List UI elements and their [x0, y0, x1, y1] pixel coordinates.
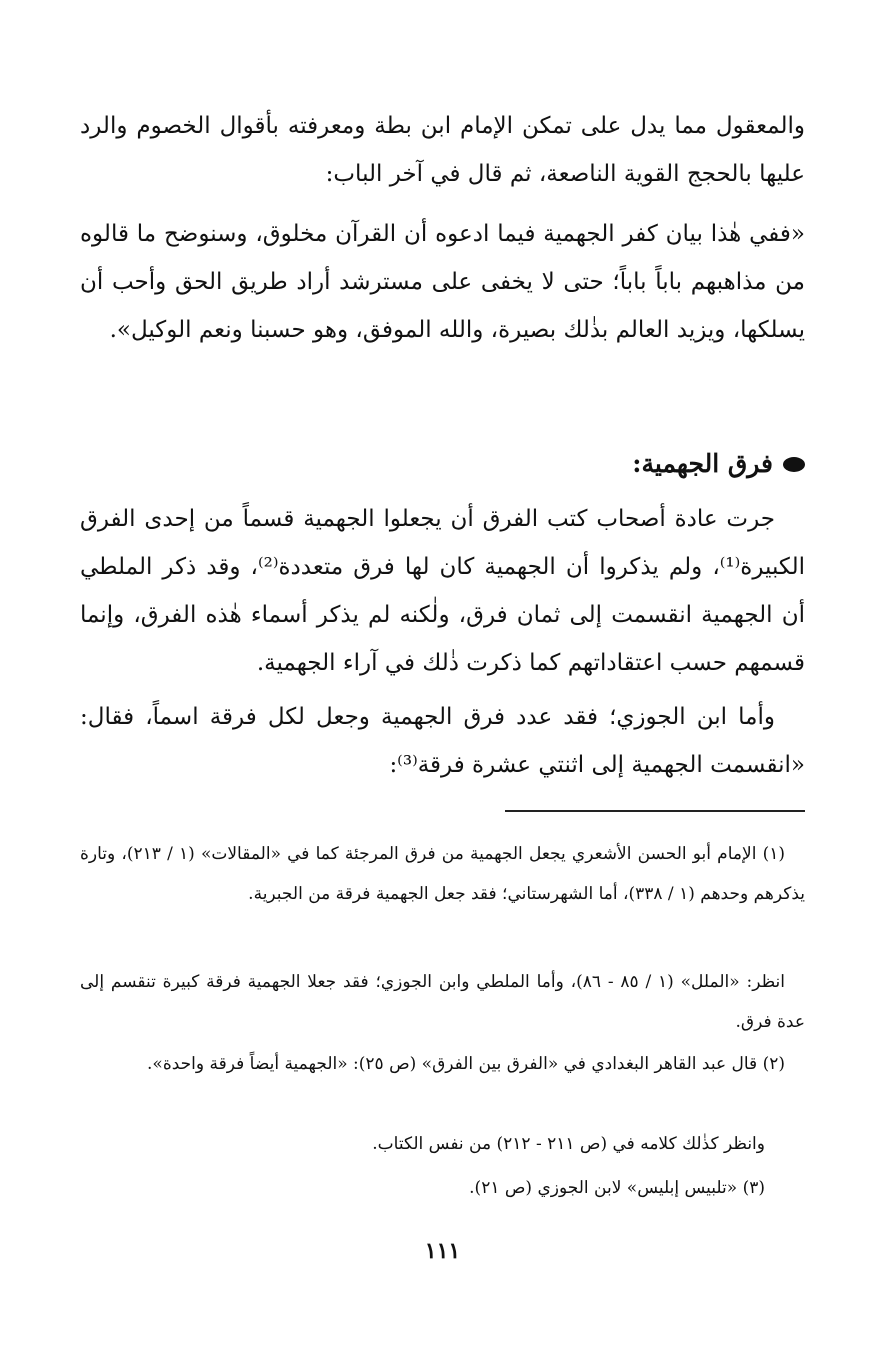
paragraph-sects: جرت عادة أصحاب كتب الفرق أن يجعلوا الجهمية قسماً من إحدى الفرق الكبيرة⁽¹⁾، ولم يذكروا أن الجهمية كان لها فرق متعددة⁽²⁾، وقد ذكر الملطي أن الجهمية انقسمت إلى ثمان فرق، ولٰكنه لم يذكر أسماء هٰذه الفرق، وإنما قسمهم حسب اعتقاداتهم كما ذكرت ذٰلك في آراء الجهمية.: [80, 506, 805, 676]
footnote-1-continued: انظر: «الملل» (١ / ٨٥ - ٨٦)، وأما الملطي وابن الجوزي؛ فقد جعلا الجهمية فرقة كبيرة تنقسم إلى عدة فرق.: [80, 972, 805, 1032]
paragraph-ibn-jawzi: وأما ابن الجوزي؛ فقد عدد فرق الجهمية وجعل لكل فرقة اسماً، فقال: «انقسمت الجهمية إلى اثنتي عشرة فرقة⁽³⁾:: [80, 704, 805, 778]
bullet-icon: [783, 457, 805, 472]
footnote-2-continued: وانظر كذٰلك كلامه في (ص ٢١١ - ٢١٢) من نفس الكتاب.: [372, 1134, 765, 1154]
footnote-divider: [505, 810, 805, 812]
section-heading-text: فرق الجهمية:: [632, 449, 773, 478]
paragraph-intro: والمعقول مما يدل على تمكن الإمام ابن بطة ومعرفته بأقوال الخصوم والرد عليها بالحجج القوية الناصعة، ثم قال في آخر الباب:: [80, 113, 805, 187]
paragraph-quote: «ففي هٰذا بيان كفر الجهمية فيما ادعوه أن القرآن مخلوق، وسنوضح ما قالوه من مذاهبهم باباً باباً؛ حتى لا يخفى على مسترشد أراد طريق الحق وأحب أن يسلكها، ويزيد العالم بذٰلك بصيرة، والله الموفق، وهو حسبنا ونعم الوكيل».: [80, 221, 805, 343]
footnote-1: (١) الإمام أبو الحسن الأشعري يجعل الجهمية من فرق المرجئة كما في «المقالات» (١ / ٢١٣)، وتارة يذكرهم وحدهم (١ / ٣٣٨)، أما الشهرستاني؛ فقد جعل الجهمية فرقة من الجبرية.: [80, 844, 805, 904]
footnote-2: (٢) قال عبد القاهر البغدادي في «الفرق بين الفرق» (ص ٢٥): «الجهمية أيضاً فرقة واحدة».: [147, 1054, 785, 1074]
page-number: ١١١: [424, 1238, 461, 1264]
footnote-3: (٣) «تلبيس إبليس» لابن الجوزي (ص ٢١).: [469, 1178, 765, 1198]
section-heading: [632, 440, 805, 488]
